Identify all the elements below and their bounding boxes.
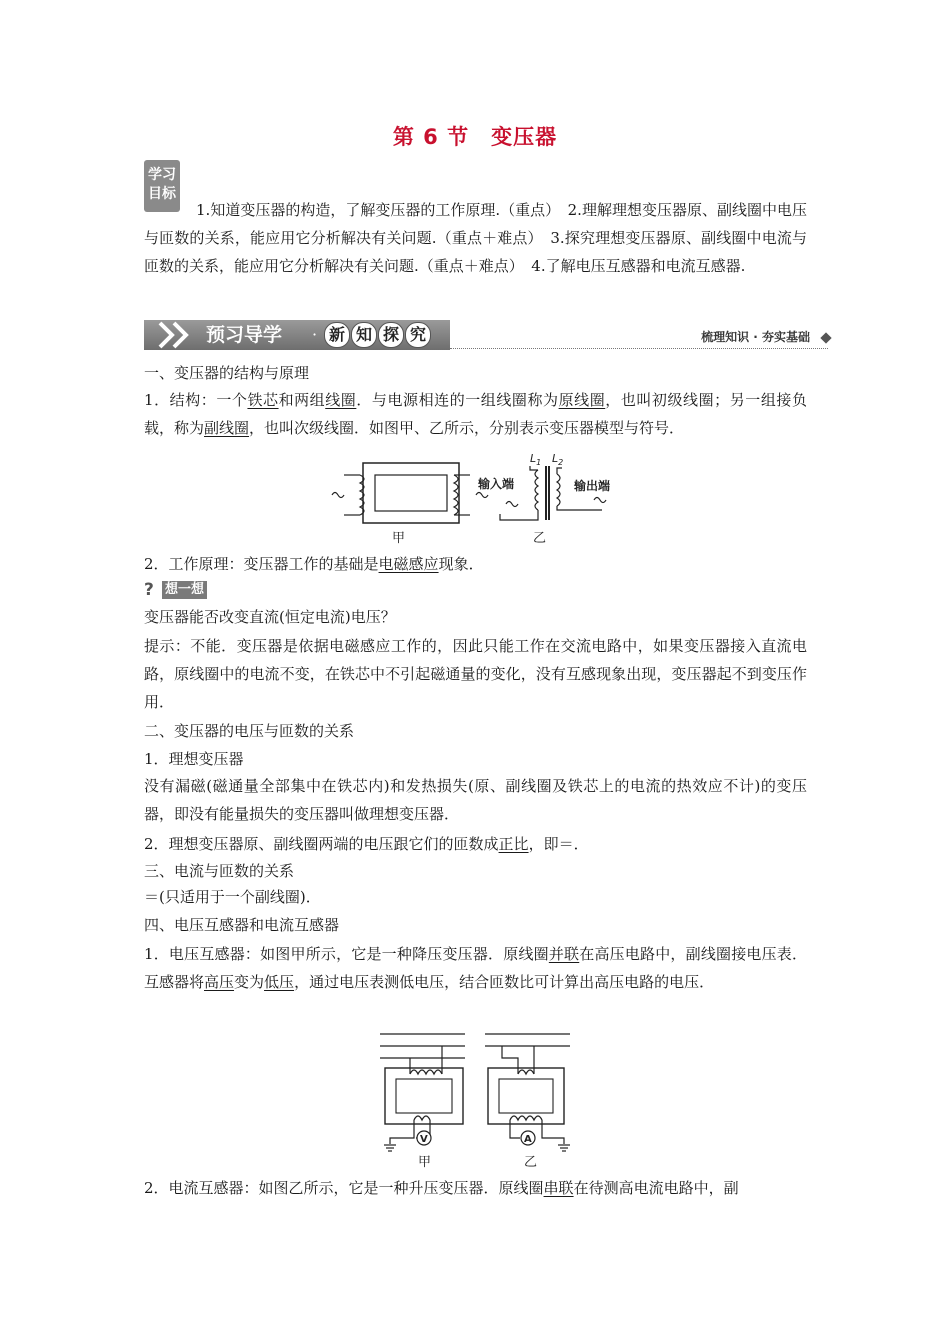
banner-char: 知: [351, 322, 377, 348]
underlined-term: 高压: [204, 973, 235, 991]
text-run: 2．理想变压器原、副线圈两端的电压跟它们的匝数成: [144, 835, 499, 853]
secondary-symbol-coil: [557, 474, 560, 506]
section-banner: [144, 318, 834, 352]
banner-label: 预习导学: [206, 324, 283, 346]
output-terminal-label: 输出端: [574, 479, 611, 493]
symbol-label-l2: $L_2$: [552, 452, 564, 467]
text-run: ，也叫次级线圈．如图甲、乙所示，分别表示变压器模型与符号．: [249, 419, 685, 437]
banner-char: 探: [378, 322, 404, 348]
underlined-term: 并联: [548, 945, 580, 963]
primary-symbol-coil: [535, 470, 538, 510]
core-inner: [375, 475, 447, 511]
figure-transformer-model: [330, 448, 630, 552]
underlined-term: 原线圈: [558, 391, 606, 409]
figure-label-yi: 乙: [524, 1155, 538, 1170]
section-4-heading: 四、电压互感器和电流互感器: [144, 916, 340, 934]
transformer-diagram: [330, 448, 630, 548]
badge-line-1: 学习: [148, 167, 176, 183]
figure-label-jia: 甲: [392, 531, 406, 546]
underlined-term: 线圈: [325, 391, 357, 409]
vt-core-inner: [396, 1079, 452, 1113]
banner-highlight: [324, 322, 431, 348]
underlined-term: 电磁感应: [378, 555, 439, 573]
section-4-para-current: [144, 1174, 807, 1202]
ac-source-icon: [332, 493, 344, 498]
think-tag: 想一想: [162, 581, 207, 599]
primary-coil: [360, 475, 364, 515]
think-box-label: [144, 580, 207, 600]
diamond-icon: [820, 332, 831, 343]
section-4-para-voltage: [144, 940, 807, 996]
underlined-term: 副线圈: [204, 419, 250, 437]
section-1-heading: 一、变压器的结构与原理: [144, 364, 310, 382]
think-answer: 提示：不能．变压器是依据电磁感应工作的，因此只能工作在交流电路中，如果变压器接入直流电路，原线圈中的电流不变，在铁芯中不引起磁通量的变化，没有互感现象出现，变压器起不到变压作用．: [144, 637, 807, 711]
text-run: 在高压电路中，副线圈接电压表．互感器将: [144, 945, 807, 991]
banner-right-caption: 梳理知识 · 夯实基础: [701, 330, 810, 344]
voltmeter-label: V: [420, 1134, 428, 1145]
text-run: 变为: [234, 973, 265, 991]
figure-instrument-transformers: [370, 1026, 590, 1174]
section-3-para: ＝(只适用于一个副线圈)．: [144, 888, 321, 906]
underlined-term: 低压: [264, 973, 295, 991]
core-outer: [363, 463, 459, 523]
text-run: ，通过电压表测低电压，结合匝数比可计算出高压电路的电压．: [294, 973, 715, 991]
figure-label-yi: 乙: [533, 531, 547, 546]
ct-primary-coil: [518, 1070, 534, 1074]
ct-core-inner: [499, 1079, 553, 1113]
secondary-coil: [454, 475, 458, 515]
ammeter-label: A: [524, 1134, 532, 1145]
ac-output-icon: [476, 493, 488, 498]
badge-line-2: 目标: [148, 186, 176, 202]
instrument-transformer-diagram: [370, 1026, 590, 1170]
section-2-sub-1: 1．理想变压器: [144, 750, 244, 768]
ac-output-symbol-icon: [594, 498, 606, 503]
vt-primary-coil: [410, 1070, 442, 1074]
text-run: 1．电压互感器：如图甲所示，它是一种降压变压器．原线圈: [144, 945, 549, 963]
banner-char: 究: [405, 322, 431, 348]
text-run: 2．电流互感器：如图乙所示，它是一种升压变压器．原线圈: [144, 1179, 544, 1197]
figure-label-jia: 甲: [418, 1155, 432, 1170]
banner-separator: ·: [312, 325, 318, 344]
learning-goals-text: 1.知道变压器的构造，了解变压器的工作原理.（重点） 2.理解理想变压器原、副线圈中电压与匝数的关系，能应用它分析解决有关问题.（重点＋难点） 3.探究理想变压器原、副线圈中电流与匝数的关系，能应用它分析解决有关问题.（重点＋难点） 4.了解电压互感器和电流互感器.: [144, 201, 807, 275]
input-terminal-label: 输入端: [478, 477, 515, 491]
section-1-para-principle: [144, 550, 807, 578]
section-2-para-ratio: [144, 830, 807, 858]
text-run: 现象．: [438, 555, 484, 573]
text-run: ，也叫初级线圈；另一组接负载，称为: [144, 391, 807, 437]
text-run: 和两组: [278, 391, 326, 409]
text-run: 在待测高电流电路中，副: [573, 1179, 739, 1197]
symbol-label-l1: $L_1$: [530, 452, 542, 467]
question-mark-icon: ?: [144, 580, 154, 600]
think-question: 变压器能否改变直流(恒定电流)电压？: [144, 608, 396, 626]
vt-core-outer: [385, 1068, 463, 1124]
section-2-heading: 二、变压器的电压与匝数的关系: [144, 722, 355, 740]
underlined-term: 铁芯: [247, 391, 279, 409]
underlined-term: 正比: [498, 835, 529, 853]
underlined-term: 串联: [543, 1179, 574, 1197]
text-run: 2．工作原理：变压器工作的基础是: [144, 555, 379, 573]
page-title: 第 6 节 变压器: [392, 125, 558, 149]
text-run: 1．结构：一个: [144, 391, 248, 409]
text-run: ，即＝．: [528, 835, 589, 853]
chevron-arrows-icon: [156, 320, 200, 350]
section-1-para-structure: [144, 386, 807, 442]
text-run: ．与电源相连的一组线圈称为: [356, 391, 559, 409]
section-3-heading: 三、电流与匝数的关系: [144, 862, 295, 880]
banner-char: 新: [324, 322, 350, 348]
vt-secondary-coil: [414, 1116, 430, 1120]
ct-secondary-coil: [510, 1116, 542, 1120]
section-2-para-ideal: 没有漏磁(磁通量全部集中在铁芯内)和发热损失(原、副线圈及铁芯上的电流的热效应不计)的变压器，即没有能量损失的变压器叫做理想变压器．: [144, 777, 807, 823]
banner-dotted-rule: [450, 348, 828, 349]
ac-input-symbol-icon: [506, 502, 518, 507]
